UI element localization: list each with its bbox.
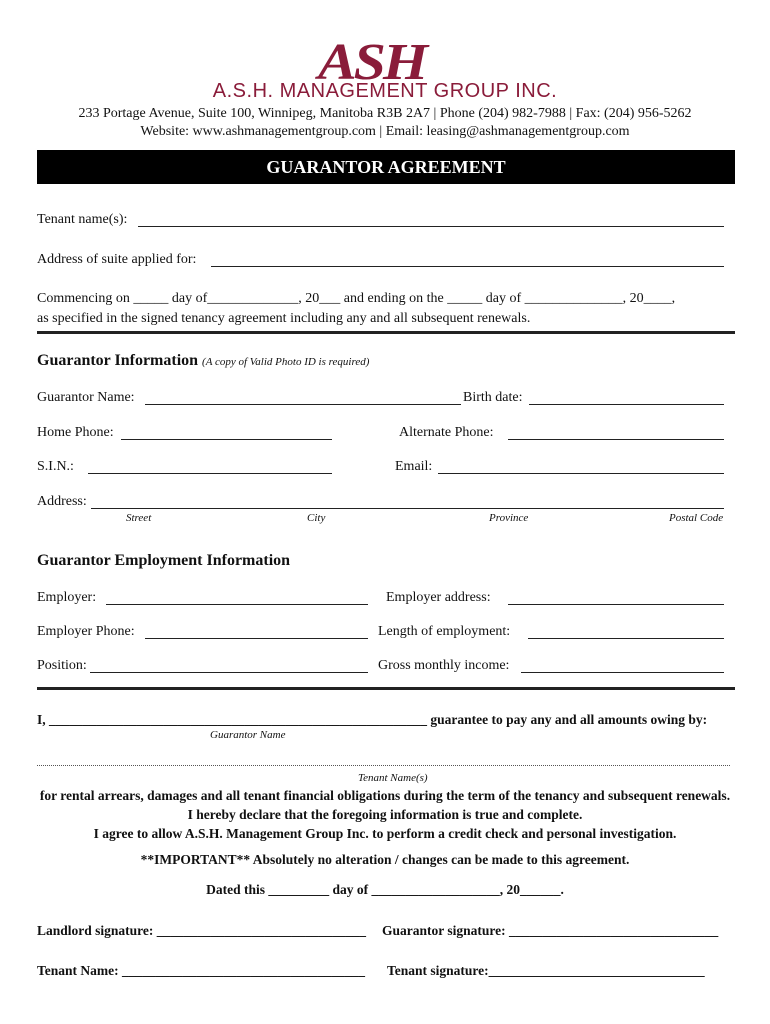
gross-income-label: Gross monthly income:	[378, 658, 510, 673]
address-label: Address:	[37, 494, 87, 509]
guarantor-signature-line: Guarantor signature: _______________________________	[382, 923, 719, 938]
employment-length-field[interactable]	[528, 638, 724, 639]
birth-date-field[interactable]	[529, 404, 724, 405]
tenant-signature-line: Tenant signature:________________________________	[387, 963, 705, 978]
contact-address-line: 233 Portage Avenue, Suite 100, Winnipeg, Manitoba R3B 2A7 | Phone (204) 982-7988 | Fax: (204) 956-5262	[78, 106, 692, 121]
alt-phone-label: Alternate Phone:	[399, 425, 494, 440]
employer-address-label: Employer address:	[386, 590, 491, 605]
alt-phone-field[interactable]	[508, 439, 724, 440]
tenant-names-label: Tenant name(s):	[37, 212, 128, 227]
landlord-signature-line: Landlord signature: _______________________________	[37, 923, 367, 938]
employer-address-field[interactable]	[508, 604, 724, 605]
guarantor-info-heading: Guarantor Information	[37, 352, 199, 369]
declaration-text: I hereby declare that the foregoing information is true and complete.	[187, 807, 583, 822]
suite-address-field[interactable]	[211, 266, 724, 267]
street-caption: Street	[126, 512, 152, 524]
contact-web-line: Website: www.ashmanagementgroup.com | Email: leasing@ashmanagementgroup.com	[140, 124, 630, 139]
tenant-name-line: Tenant Name: ____________________________________	[37, 963, 366, 978]
tenant-names-caption: Tenant Name(s)	[358, 772, 428, 784]
credit-check-text: I agree to allow A.S.H. Management Group Inc. to perform a credit check and personal investigation.	[93, 826, 677, 841]
guarantor-name-field[interactable]	[145, 404, 461, 405]
tenant-names-line[interactable]	[37, 765, 730, 766]
section-divider-2	[37, 687, 735, 690]
form-title: GUARANTOR AGREEMENT	[37, 150, 735, 184]
company-name: A.S.H. MANAGEMENT GROUP INC.	[212, 80, 558, 102]
suite-address-label: Address of suite applied for:	[37, 252, 197, 267]
email-label: Email:	[395, 459, 433, 474]
obligations-text: for rental arrears, damages and all tenant financial obligations during the term of the tenancy and subsequent renewals.	[39, 788, 731, 803]
employer-label: Employer:	[37, 590, 97, 605]
guarantee-line: I, ________________________________________________________ guarantee to pay any and all amounts owing by:	[37, 712, 708, 727]
position-label: Position:	[37, 658, 87, 673]
sin-field[interactable]	[88, 473, 332, 474]
employer-phone-label: Employer Phone:	[37, 624, 135, 639]
sin-label: S.I.N.:	[37, 459, 74, 474]
guarantor-name-caption: Guarantor Name	[210, 729, 286, 741]
postal-caption: Postal Code	[669, 512, 724, 524]
home-phone-field[interactable]	[121, 439, 332, 440]
dated-line: Dated this _________ day of ___________________, 20______.	[206, 882, 564, 897]
province-caption: Province	[489, 512, 529, 524]
guarantor-info-section	[37, 352, 369, 370]
gross-income-field[interactable]	[521, 672, 724, 673]
guarantor-name-label: Guarantor Name:	[37, 390, 135, 405]
commencing-text: Commencing on _____ day of_____________, 20___ and ending on the _____ day of ______________, 20____,	[37, 291, 676, 306]
employment-heading: Guarantor Employment Information	[37, 552, 291, 569]
employer-phone-field[interactable]	[145, 638, 368, 639]
photo-id-note: (A copy of Valid Photo ID is required)	[202, 356, 370, 368]
company-logo: ASH	[318, 32, 426, 91]
section-divider	[37, 331, 735, 334]
position-field[interactable]	[90, 672, 368, 673]
employer-field[interactable]	[106, 604, 368, 605]
email-field[interactable]	[438, 473, 724, 474]
address-field[interactable]	[91, 508, 724, 509]
specified-text: as specified in the signed tenancy agreement including any and all subsequent renewals.	[37, 311, 531, 326]
employment-length-label: Length of employment:	[378, 624, 511, 639]
tenant-names-field[interactable]	[138, 226, 724, 227]
city-caption: City	[307, 512, 326, 524]
home-phone-label: Home Phone:	[37, 425, 114, 440]
birth-date-label: Birth date:	[463, 390, 523, 405]
important-notice: **IMPORTANT** Absolutely no alteration / changes can be made to this agreement.	[140, 852, 630, 867]
